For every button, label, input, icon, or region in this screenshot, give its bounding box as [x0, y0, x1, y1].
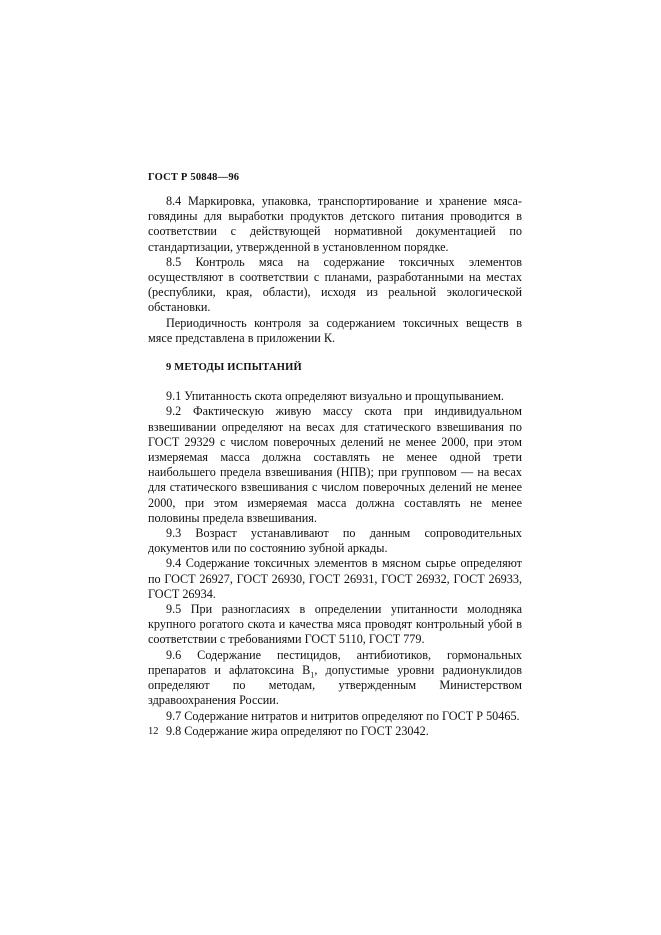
page-number: 12 — [148, 726, 159, 737]
paragraph-9-7: 9.7 Содержание нитратов и нитритов определяют по ГОСТ Р 50465. — [166, 708, 520, 723]
paragraph-9-4: 9.4 Содержание токсичных элементов в мясном сырье определяют по ГОСТ 26927, ГОСТ 26930, ГОСТ 26931, ГОСТ 26932, ГОСТ 26933, ГОСТ 26934. — [148, 556, 522, 601]
paragraph-9-5: 9.5 При разногласиях в определении упитанности молодняка крупного рогатого скота и качества мяса проводят контрольный убой в соответствии с требованиями ГОСТ 5110, ГОСТ 779. — [148, 602, 522, 647]
document-header: ГОСТ Р 50848—96 — [148, 172, 240, 183]
spacer — [148, 375, 522, 389]
document-body — [148, 194, 522, 739]
paragraph-9-6-part1: 9.6 Содержание пестицидов, антибиотиков, гормональных препаратов и афлатоксина B — [148, 647, 522, 677]
paragraph-9-3: 9.3 Возраст устанавливают по данным сопроводительных документов или по состоянию зубной аркады. — [148, 526, 522, 556]
paragraph-9-6-part2: , допустимые уровни радионуклидов определяют по методам, утвержденным Министерством здравоохранения России. — [148, 662, 522, 708]
paragraph-8-5: 8.5 Контроль мяса на содержание токсичных элементов осуществляют в соответствии с планами, разработанными на местах (республики, края, области), исходя из реальной экологической обстановки. — [148, 254, 522, 315]
paragraph-9-1: 9.1 Упитанность скота определяют визуально и прощупыванием. — [166, 389, 504, 404]
paragraph-8-4: 8.4 Маркировка, упаковка, транспортирование и хранение мяса-говядины для выработки продуктов детского питания проводится в соответствии с действующей нормативной документацией по стандартизации, утвержденной в установленном порядке. — [148, 194, 522, 254]
paragraph-periodicity: Периодичность контроля за содержанием токсичных веществ в мясе представлена в приложении К. — [148, 315, 522, 345]
section-heading: 9 МЕТОДЫ ИСПЫТАНИЙ — [166, 362, 302, 374]
paragraph-9-6 — [148, 648, 522, 709]
subscript-1: 1 — [310, 670, 315, 680]
spacer — [148, 346, 522, 360]
paragraph-9-8: 9.8 Содержание жира определяют по ГОСТ 23042. — [166, 723, 429, 738]
paragraph-9-2: 9.2 Фактическую живую массу скота при индивидуальном взвешивании определяют на весах для статического взвешивания по ГОСТ 29329 с числом поверочных делений не менее 2000, при этом измеряемая масса должна составлять не менее одной трети наибольшего предела взвешивания (НПВ); при групповом — на весах для статического взвешивания с числом поверочных делений не менее 2000, при этом измеряемая масса должна составлять не менее половины предела взвешивания. — [148, 404, 522, 525]
